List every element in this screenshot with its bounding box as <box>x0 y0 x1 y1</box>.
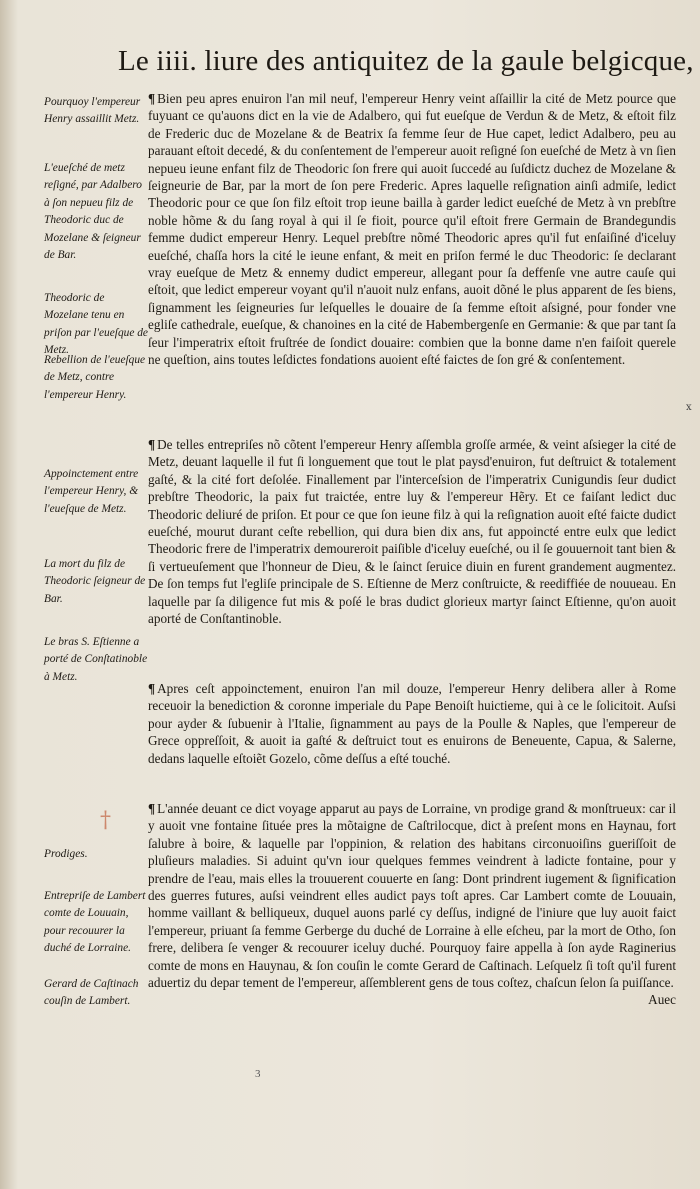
red-mark-icon: † <box>100 808 111 833</box>
paragraph-3 <box>148 680 676 767</box>
margin-note-10: Gerard de Caſtinach couſin de Lambert. <box>44 978 139 1008</box>
paragraph-3-text: Apres ceſt appoinctement, enuiron l'an mil douze, l'empereur Henry delibera aller à Rome receuoir la benediction & coronne imperiale du Pape Benoiſt huictieme, qui à ce le ſolicitoit. Auſsi pour ayder & ſubuenir à l'Italie, ſignamment au pays de la Poulle & Naples, que l'empereur de Grece oppreſſoit, & auoit ia gaſté & deſtruict tout es enuirons de Beneuente, Capua, & Salerne, dedans laquelle eſtoiẽt Gozelo, cõme deſſus a eſté touché. <box>148 681 676 766</box>
paragraph-2-text: De telles entrepriſes nõ cõtent l'empereur Henry aſſembla groſſe armée, & veint aſsieger la cité de Metz, deuant laquelle il fut ſi longuement que tout le plat paysd'enuiron, fut deſtruict & totalement gaſté, & la cité fort deſolée. Finallement par l'interceſsion de l'imperatrix Cunigundis ſeur dudict prebſtre Theodoric, la paix fut traictée, entre luy & l'empereur Hẽry. Et ce faiſant ledict duc Theodoric deliuré de priſon. Et pour ce que ſon ieune filz à qui la reſignation auoit eſté faicte dudict eueſché, mourut durant ceſte rebellion, qui dura bien dix ans, fut appoincté entre eulx que ledict Theodoric frere de l'imperatrix demoureroit paiſible d'iceluy eueſché, ou il ſe gouuernoit tant bien & ſi vertueuſement que l'honneur de Dieu, & le ſainct ſeruice diuin en furent grandement augmentez. De ſon temps fut l'egliſe principale de S. Eſtienne de Merz conſtruicte, & reediffiée de nouueau. En laquelle par ſa diligence fut mis & poſé le bras dudict glorieux martyr ſainct Eſtienne, qu'on auoit aporté de Conſtantinoble. <box>148 437 676 627</box>
pilcrow-icon: ¶ <box>148 801 156 816</box>
margin-note-6: La mort du filz de Theodoric ſeigneur de Bar. <box>44 558 146 605</box>
pilcrow-icon: ¶ <box>148 681 156 696</box>
margin-note-3: Theodoric de Mozelane tenu en priſon par l'eueſque de Metz. <box>44 292 148 357</box>
running-header: Le iiii. liure des antiquitez de la gaule belgicque, <box>118 45 694 77</box>
paragraph-2 <box>148 436 676 627</box>
margin-note-5: Appoinctement entre l'empereur Henry, & l'eueſque de Metz. <box>44 468 139 515</box>
paragraph-1 <box>148 90 676 369</box>
folio-mark: 3 <box>255 1068 261 1080</box>
paragraph-4 <box>148 800 676 1009</box>
pilcrow-icon: ¶ <box>148 91 156 106</box>
paragraph-1-text: Bien peu apres enuiron l'an mil neuf, l'empereur Henry veint aſſaillir la cité de Metz pource que fuyuant ce qu'auons dict en la vie de Adalbero, qui fut eueſque de Verdun & de Metz, & eſtoit filz de Frederic duc de Mozelane & de Beatrix ſa femme ſeur de Hue capet, ledict Adalbero, peu au parauant eſtoit decedé, & du conſentement de l'empereur auoit reſigné ſon eueſché de Metz à vn ſien nepueu ieune enfant filz de Theodoric ſon frere qui auoit ſuccedé au ſuſdictz duchez de Mozelane & ſeigneurie de Bar, par la mort de ſon pere Frederic. Apres laquelle reſignation ainſi admiſe, ledict Theodoric pour ce que ſon filz eſtoit trop ieune bailla à garder ledict eueſché de Metz à vn prebſtre noble hõme & du ſang royal à qui il ſe fioit, pource qu'il eſtoit frere Germain de Brandegundis femme dudict empereur Henry. Lequel prebſtre nõmé Theodoric apres qu'il fut enſaiſiné d'iceluy eueſché, chaſſa hors la cité le ieune enfant, & meit en priſon fermé le duc Theodoric: ſe declarant vray eueſque de Metz & ennemy dudict empereur, allegant pour ſa deffenſe vne autre cauſe qui eſtoit, que ledict empereur voyant qu'il n'auoit nulz enfans, auoit dõné le plus apparent de ſes biens, ſignamment les ſeigneuries ſur leſquelles le douaire de ſa femme eſtoit aſsigné, pour fonder vne egliſe cathedrale, eueſque, & chanoines en la cité de Habembergenſe en Germanie: & que par tant ſa ſeur l'imperatrix eſtoit fruſtrée de ſondict douaire: combien que la bonne dame n'en faiſoit querele ne queſtion, ains toutes leſdictes fondations auoient eſté faictes de ſon gré & conſentement. <box>148 91 676 368</box>
margin-note-9: Entrepriſe de Lambert comte de Louuain, pour recouurer la duché de Lorraine. <box>44 890 146 955</box>
margin-note-2: L'eueſché de metz reſigné, par Adalbero à ſon nepueu filz de Theodoric duc de Mozelane & ſeigneur de Bar. <box>44 162 142 262</box>
edge-mark: x <box>686 402 692 413</box>
paragraph-4-text: L'année deuant ce dict voyage apparut au pays de Lorraine, vn prodige grand & monſtrueux: car il y auoit vne fontaine ſituée pres la mõtaigne de Caſtrilocque, dict à preſent mons en Haynau, fort ſalubre à boire, & laquelle par l'oppinion, & relation des habitans circonuoiſins gueriſſoit de pluſieurs maladies. Si aduint qu'vn iour quelques femmes veindrent à ladicte fontaine, pour y prendre de l'eau, mais elles la trouuerent couuerte en ſang: Dont prindrent iugement & ſignification des guerres futures, auſsi veindrent elles audict pays toſt apres. Car Lambert comte de Louuain, homme vaillant & belliqueux, duquel auons parlé cy deſſus, indigné de l'iniure que luy auoit faict l'empereur, priuant ſa femme Gerberge du duché de Lorraine à elle eſcheu, par la mort de Otho, ſon frere, delibera ſe venger & recouurer iceluy duché. Pourquoy faire appella à ſon ayde Raginerius comte de mons en Hauynau, & ſon couſin le comte Gerard de Caſtinach. Leſquelz ſi toſt qu'il furent aduertiz du depar tement de l'empereur, aſſemblerent gens de tous coſtez, chaſcun ſelon ſa puiſſance. <box>148 801 676 991</box>
margin-note-1: Pourquoy l'empereur Henry assaillit Metz. <box>44 96 141 126</box>
margin-note-4: Rebellion de l'eueſque de Metz, contre l'empereur Henry. <box>44 354 146 401</box>
pilcrow-icon: ¶ <box>148 437 156 452</box>
margin-note-7: Le bras S. Eſtienne a porté de Conſtatinoble à Metz. <box>44 636 148 683</box>
margin-note-8: Prodiges. <box>44 848 88 860</box>
catchword: Auec <box>648 992 676 1008</box>
